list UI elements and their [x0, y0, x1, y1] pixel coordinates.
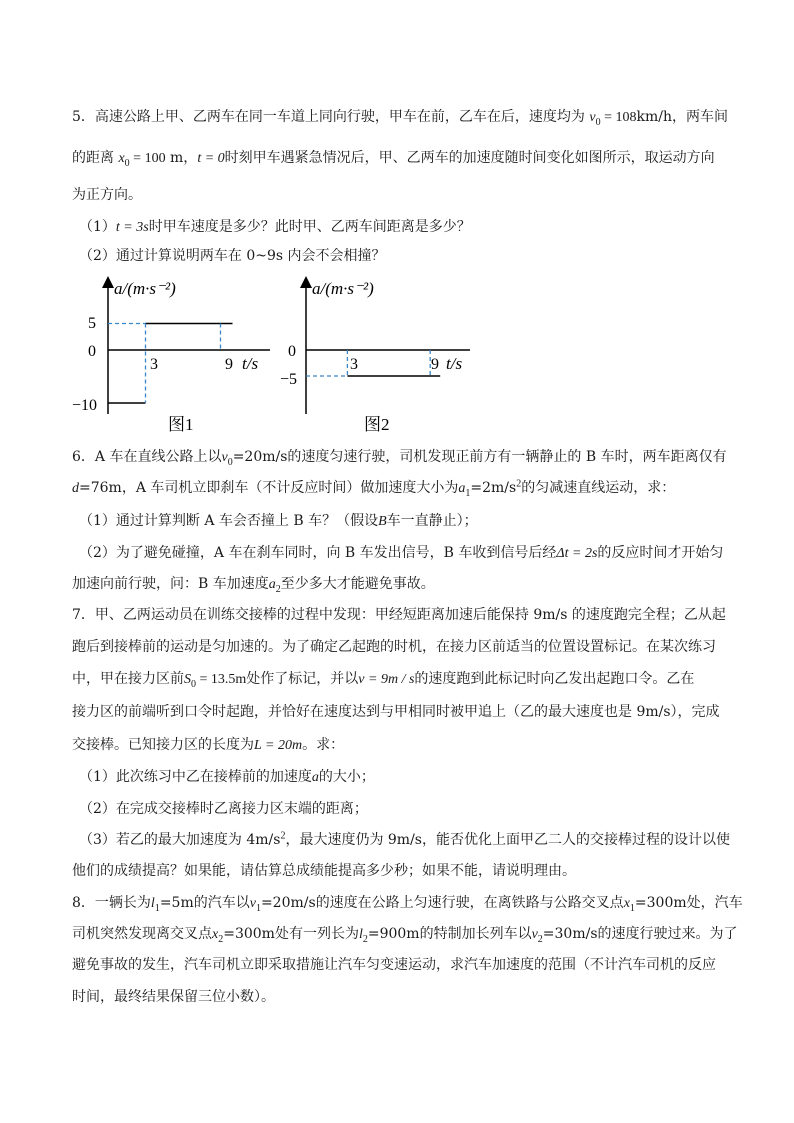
- fig1-caption: 图1: [168, 415, 194, 434]
- q5-line-3: 为正方向。: [72, 187, 142, 203]
- fig1-y-label: a/(m·s⁻²): [114, 279, 176, 298]
- fig1-tick-x-9: 9: [225, 356, 233, 373]
- figure-1: [70, 274, 280, 436]
- fig1-tick-y-0: 0: [88, 343, 96, 360]
- q8-line-2: 司机突然发现离交叉点$x_2=300m$处有一列长为$l_2=900m$的特制加长列车以$v_2=30m/s$的速度行驶过来。为了: [72, 926, 738, 945]
- fig1-tick-x-3: 3: [150, 356, 158, 373]
- q6-line-2: d=76m，A 车司机立即刹车（不计反应时间）做加速度大小为$a_1=2m/s^2$的匀减速直线运动，求：: [72, 478, 676, 499]
- q7-line-1: 7．甲、乙两运动员在训练交接棒的过程中发现：甲经短距离加速后能保持 9m/s 的速度跑完全程；乙从起: [72, 607, 726, 623]
- q6-part-2-cont: 加速向前行驶，问：B 车加速度$a_2$至少多大才能避免事故。: [72, 576, 435, 595]
- fig1-tick-y-neg10: −10: [72, 397, 98, 414]
- fig1-x-label: t/s: [242, 354, 259, 373]
- q7-line-3: 中，甲在接力区前$S_0 = 13.5m$处作了标记，并以v = 9m / s的速度跑到此标记时向乙发出起跑口令。乙在: [72, 671, 695, 690]
- figure-2: [280, 274, 480, 436]
- fig2-tick-x-3: 3: [350, 356, 358, 373]
- q6-line-1: 6．A 车在直线公路上以$v_0=20m/s$的速度匀速行驶，司机发现正前方有一辆静止的 B 车时，两车距离仅有: [72, 449, 727, 468]
- q5-line-2: 的距离 $x_0 = 100$ m，t = 0时刻甲车遇紧急情况后，甲、乙两车的加速度随时间变化如图所示，取运动方向: [72, 150, 715, 169]
- q6-part-1: （1）通过计算判断 A 车会否撞上 B 车？（假设B车一直静止）；: [79, 513, 478, 529]
- q5-part-1: （1）t = 3s时甲车速度是多少？此时甲、乙两车间距离是多少？: [79, 219, 471, 235]
- q7-part-1: （1）此次练习中乙在接棒前的加速度a的大小；: [79, 769, 375, 785]
- fig2-tick-x-9: 9: [431, 356, 439, 373]
- q7-line-5: 交接棒。已知接力区的长度为L = 20m。求：: [72, 737, 345, 753]
- q6-part-2: （2）为了避免碰撞，A 车在刹车同时，向 B 车发出信号，B 车收到信号后经Δt = 2s的反应时间才开始匀: [79, 545, 724, 561]
- q7-part-2: （2）在完成交接棒时乙离接力区末端的距离；: [79, 801, 368, 817]
- q7-line-4: 接力区的前端听到口令时起跑，并恰好在速度达到与甲相同时被甲追上（乙的最大速度也是 9m/s），完成: [72, 704, 720, 720]
- fig2-y-label: a/(m·s⁻²): [312, 279, 374, 298]
- q7-line-2: 跑后到接棒前的运动是匀加速的。为了确定乙起跑的时机，在接力区前适当的位置设置标记。在某次练习: [72, 639, 716, 655]
- q8-line-3: 避免事故的发生，汽车司机立即采取措施让汽车匀变速运动，求汽车加速度的范围（不计汽车司机的反应: [72, 957, 716, 973]
- q7-part-3: （3）若乙的最大加速度为 $4m/s^2$，最大速度仍为 9m/s，能否优化上面甲乙二人的交接棒过程的设计以使: [79, 830, 730, 848]
- fig2-tick-y-0: 0: [288, 343, 296, 360]
- fig2-tick-y-neg5: −5: [280, 371, 298, 388]
- fig1-tick-y-5: 5: [88, 315, 96, 332]
- q5-part-2: （2）通过计算说明两车在 0~9s 内会不会相撞？: [79, 248, 386, 264]
- q5-line-1: 5．高速公路上甲、乙两车在同一车道上同向行驶，甲车在前，乙车在后，速度均为 $v_0 = 108km/h$，两车间: [72, 109, 728, 128]
- q7-part-3-cont: 他们的成绩提高？如果能，请估算总成绩能提高多少秒；如果不能，请说明理由。: [72, 863, 576, 879]
- q8-line-4: 时间，最终结果保留三位小数）。: [72, 989, 275, 1005]
- q8-line-1: 8．一辆长为$l_1=5m$的汽车以$v_1=20m/s$的速度在公路上匀速行驶，在离铁路与公路交叉点$x_1=300m$处，汽车: [72, 895, 743, 914]
- fig2-x-label: t/s: [446, 354, 463, 373]
- fig2-caption: 图2: [364, 415, 390, 434]
